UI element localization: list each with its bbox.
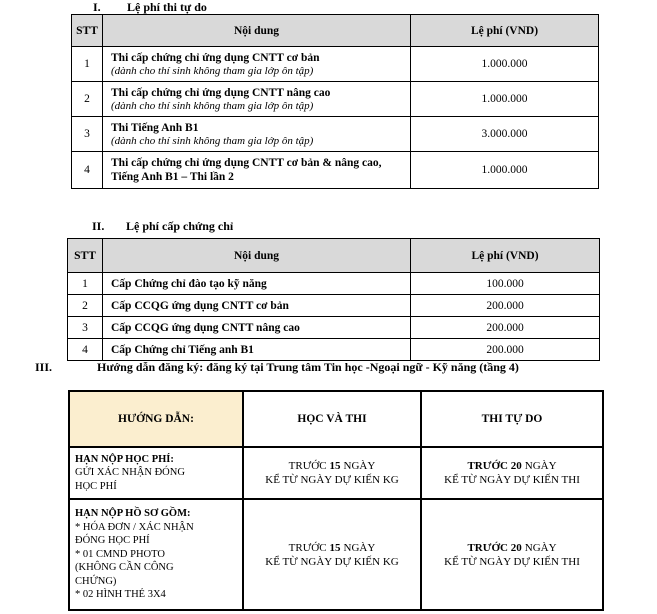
fee-cell: 1.000.000 <box>411 152 599 189</box>
documents-line: * 01 CMND PHOTO <box>75 548 165 560</box>
content-line: Thi cấp chứng chỉ ứng dụng CNTT cơ bản & nâng cao, <box>111 157 382 169</box>
section-title: Lệ phí cấp chứng chỉ <box>126 219 234 233</box>
section-heading-registration-guide <box>35 361 519 374</box>
table-header-row <box>68 239 600 273</box>
content-cell <box>103 117 411 152</box>
deadline-line: GỬI XÁC NHẬN ĐÓNG <box>75 467 185 479</box>
header-cell-fee: Lệ phí (VND) <box>411 239 600 273</box>
content-line: Tiếng Anh B1 – Thi lần 2 <box>111 171 234 183</box>
content-line: Thi cấp chứng chỉ ứng dụng CNTT cơ bản <box>111 51 320 64</box>
table-row <box>72 152 599 189</box>
table-row <box>68 295 600 317</box>
stt-cell: 2 <box>72 82 103 117</box>
header-cell-stt: STT <box>68 239 103 273</box>
table-row <box>72 117 599 152</box>
section-title: Hướng dẫn đăng ký: đăng ký tại Trung tâm Tin học -Ngoại ngữ - Kỹ năng (tầng 4) <box>97 360 519 374</box>
deadline-text-line: KỂ TỪ NGÀY DỰ KIẾN THI <box>444 474 580 486</box>
content-line: Thi Tiếng Anh B1 <box>111 121 199 134</box>
fee-cell: 3.000.000 <box>411 117 599 152</box>
fee-cell: 100.000 <box>411 273 600 295</box>
section-heading-certificate-fees <box>92 220 233 233</box>
content-note: (dành cho thí sinh không tham gia lớp ôn tập) <box>111 99 314 112</box>
stt-cell: 3 <box>72 117 103 152</box>
deadline-text-line: KỂ TỪ NGÀY DỰ KIẾN KG <box>265 555 399 568</box>
section-numeral: I. <box>93 0 101 14</box>
content-cell <box>103 295 411 317</box>
stt-cell: 3 <box>68 317 103 339</box>
table-row <box>68 339 600 361</box>
stt-cell: 1 <box>72 47 103 82</box>
documents-line: (KHÔNG CẦN CÔNG <box>75 562 174 574</box>
registration-guide-table <box>68 390 604 611</box>
documents-line: * HÓA ĐƠN / XÁC NHẬN <box>75 521 194 533</box>
study-exam-deadline-cell <box>243 447 421 499</box>
study-exam-deadline-cell <box>243 499 421 610</box>
free-exam-deadline-cell <box>421 499 603 610</box>
deadline-line: HỌC PHÍ <box>75 480 117 492</box>
table-row <box>68 317 600 339</box>
tuition-deadline-row <box>69 447 603 499</box>
header-cell-free-exam: THI TỰ DO <box>421 391 603 447</box>
certificate-fees-table <box>67 238 600 361</box>
content-cell <box>103 317 411 339</box>
section-numeral: II. <box>92 219 105 233</box>
stt-cell: 2 <box>68 295 103 317</box>
documents-title: HẠN NỘP HỒ SƠ GỒM: <box>75 508 191 520</box>
deadline-text-line: TRƯỚC 20 NGÀY <box>467 460 557 472</box>
deadline-text-line: TRƯỚC 15 NGÀY <box>288 460 376 472</box>
documents-line: * 02 HÌNH THẺ 3X4 <box>75 589 166 601</box>
documents-line: ĐÓNG HỌC PHÍ <box>75 535 150 547</box>
section-numeral: III. <box>35 360 53 374</box>
deadline-label-cell <box>69 447 243 499</box>
documents-deadline-row <box>69 499 603 610</box>
content-cell <box>103 273 411 295</box>
stt-cell: 4 <box>72 152 103 189</box>
header-cell-fee: Lệ phí (VND) <box>411 15 599 47</box>
fee-cell: 1.000.000 <box>411 82 599 117</box>
content-line: Cấp CCQG ứng dụng CNTT nâng cao <box>111 321 300 334</box>
content-line: Thi cấp chứng chỉ ứng dụng CNTT nâng cao <box>111 86 331 99</box>
content-cell <box>103 47 411 82</box>
fee-cell: 200.000 <box>411 339 600 361</box>
deadline-text-line: KỂ TỪ NGÀY DỰ KIẾN THI <box>444 555 580 568</box>
header-cell-content: Nội dung <box>103 239 411 273</box>
stt-cell: 1 <box>68 273 103 295</box>
content-line: Cấp CCQG ứng dụng CNTT cơ bản <box>111 299 289 312</box>
content-note: (dành cho thí sinh không tham gia lớp ôn tập) <box>111 64 314 77</box>
deadline-text-line: TRƯỚC 15 NGÀY <box>288 541 376 554</box>
deadline-text-line: KỂ TỪ NGÀY DỰ KIẾN KG <box>265 474 399 486</box>
content-cell <box>103 82 411 117</box>
table-header-row <box>72 15 599 47</box>
table-row <box>68 273 600 295</box>
deadline-text-line: TRƯỚC 20 NGÀY <box>467 541 557 554</box>
header-cell-study-and-exam: HỌC VÀ THI <box>243 391 421 447</box>
documents-label-cell <box>69 499 243 610</box>
deadline-title: HẠN NỘP HỌC PHÍ: <box>75 453 174 465</box>
header-cell-guide: HƯỚNG DẪN: <box>69 391 243 447</box>
table-row <box>72 47 599 82</box>
content-note: (dành cho thí sinh không tham gia lớp ôn tập) <box>111 134 314 147</box>
fee-cell: 200.000 <box>411 317 600 339</box>
fee-cell: 1.000.000 <box>411 47 599 82</box>
table-header-row <box>69 391 603 447</box>
free-exam-fees-table <box>71 14 599 189</box>
documents-line: CHỨNG) <box>75 575 117 587</box>
content-cell <box>103 152 411 189</box>
stt-cell: 4 <box>68 339 103 361</box>
header-cell-stt: STT <box>72 15 103 47</box>
table-row <box>72 82 599 117</box>
free-exam-deadline-cell <box>421 447 603 499</box>
header-cell-content: Nội dung <box>103 15 411 47</box>
section-heading-free-exam-fees <box>93 1 207 14</box>
content-line: Cấp Chứng chỉ Tiếng anh B1 <box>111 343 254 356</box>
fee-cell: 200.000 <box>411 295 600 317</box>
content-cell <box>103 339 411 361</box>
section-title: Lệ phí thi tự do <box>127 0 207 14</box>
content-line: Cấp Chứng chỉ đào tạo kỹ năng <box>111 277 267 290</box>
